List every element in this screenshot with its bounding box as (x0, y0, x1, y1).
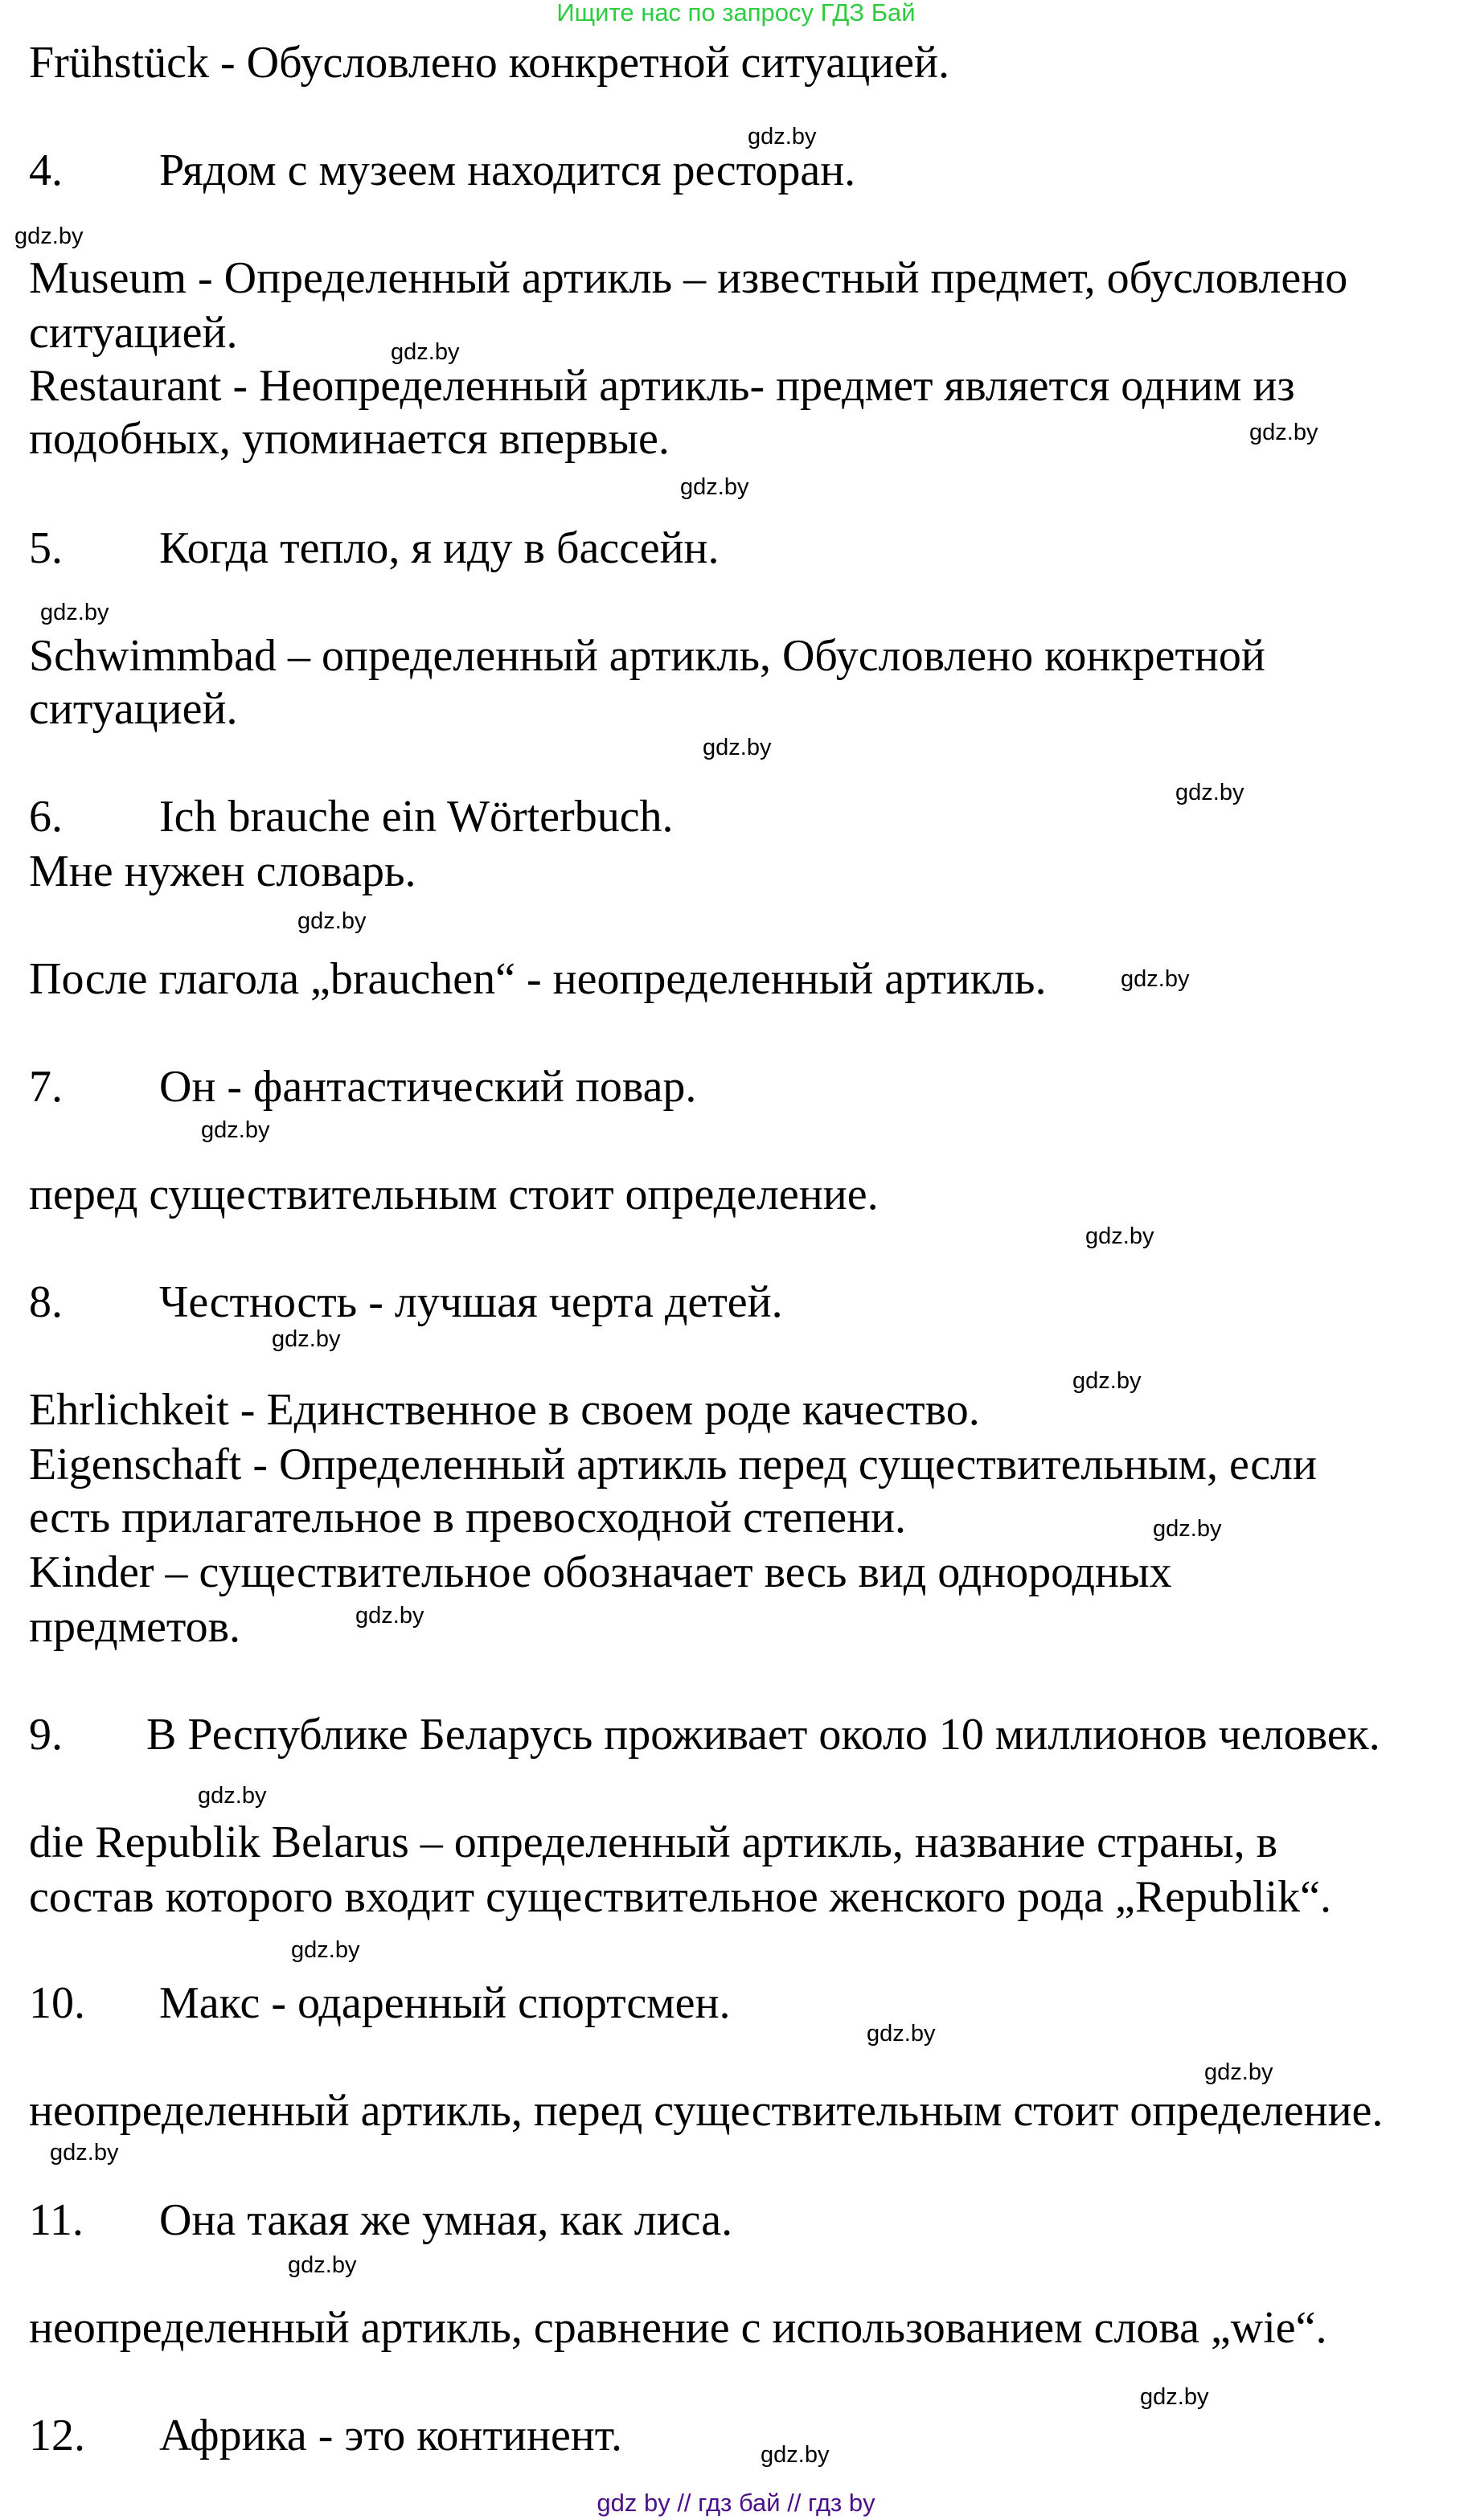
watermark: gdz.by (288, 2252, 357, 2278)
item-sentence: Африка - это континент. (159, 2411, 623, 2461)
text-line: Eigenschaft - Определенный артикль перед существительным, если (29, 1440, 1317, 1489)
item-number: 11. (29, 2195, 84, 2245)
watermark: gdz.by (198, 1783, 267, 1809)
text-line: предметов. (29, 1602, 241, 1652)
watermark: gdz.by (1153, 1516, 1222, 1542)
watermark: gdz.by (703, 735, 772, 760)
watermark: gdz.by (761, 2442, 830, 2468)
text-line: Kinder – существительное обозначает весь вид однородных (29, 1547, 1172, 1597)
text-line: неопределенный артикль, сравнение с использованием слова „wie“. (29, 2303, 1327, 2353)
item-number: 7. (29, 1062, 63, 1112)
text-line: die Republik Belarus – определенный артикль, название страны, в (29, 1817, 1278, 1867)
item-sentence: Честность - лучшая черта детей. (159, 1277, 783, 1327)
watermark: gdz.by (14, 223, 84, 249)
item-sentence: Он - фантастический повар. (159, 1062, 697, 1112)
text-line: Frühstück - Обусловлено конкретной ситуацией. (29, 38, 949, 88)
watermark: gdz.by (201, 1117, 270, 1143)
item-sentence: Макс - одаренный спортсмен. (159, 1978, 731, 2028)
watermark: gdz.by (355, 1603, 424, 1629)
watermark: gdz.by (1140, 2384, 1209, 2410)
text-line: Schwimmbad – определенный артикль, Обусловлено конкретной (29, 631, 1265, 681)
footer-links: gdz by // гдз бай // гдз by (597, 2489, 875, 2517)
text-line: После глагола „brauchen“ - неопределенный артикль. (29, 954, 1047, 1004)
item-sentence: Рядом с музеем находится ресторан. (159, 145, 856, 195)
watermark: gdz.by (297, 908, 367, 934)
watermark: gdz.by (748, 124, 817, 150)
item-number: 10. (29, 1978, 85, 2028)
item-sentence: Когда тепло, я иду в бассейн. (159, 523, 720, 573)
text-line: ситуацией. (29, 684, 238, 734)
text-line: есть прилагательное в превосходной степени. (29, 1493, 907, 1543)
text-line: Мне нужен словарь. (29, 846, 416, 896)
watermark: gdz.by (1175, 780, 1244, 805)
text-line: ситуацией. (29, 308, 238, 358)
watermark: gdz.by (1249, 420, 1318, 445)
item-number: 5. (29, 523, 63, 573)
watermark: gdz.by (1121, 966, 1190, 992)
item-number: 9. (29, 1710, 63, 1760)
watermark: gdz.by (1085, 1223, 1154, 1249)
search-banner: Ищите нас по запросу ГДЗ Бай (556, 0, 916, 27)
text-line: подобных, упоминается впервые. (29, 414, 670, 464)
watermark: gdz.by (680, 474, 749, 500)
text-line: состав которого входит существительное женского рода „Republik“. (29, 1872, 1332, 1922)
item-number: 6. (29, 792, 63, 842)
watermark: gdz.by (867, 2021, 936, 2047)
watermark: gdz.by (1072, 1368, 1142, 1394)
text-line: неопределенный артикль, перед существительным стоит определение. (29, 2086, 1384, 2136)
item-sentence: В Республике Беларусь проживает около 10 миллионов человек. (146, 1710, 1380, 1760)
text-line: Museum - Определенный артикль – известный предмет, обусловлено (29, 253, 1348, 303)
item-number: 8. (29, 1277, 63, 1327)
text-line: перед существительным стоит определение. (29, 1170, 879, 1219)
item-number: 4. (29, 145, 63, 195)
text-line: Ehrlichkeit - Единственное в своем роде качество. (29, 1385, 980, 1435)
watermark: gdz.by (391, 339, 460, 365)
watermark: gdz.by (272, 1326, 341, 1352)
watermark: gdz.by (50, 2140, 119, 2166)
watermark: gdz.by (291, 1937, 360, 1963)
item-sentence: Ich brauche ein Wörterbuch. (159, 792, 674, 842)
text-line: Restaurant - Неопределенный артикль- предмет является одним из (29, 361, 1295, 411)
watermark: gdz.by (1204, 2059, 1273, 2085)
item-number: 12. (29, 2411, 85, 2461)
watermark: gdz.by (40, 600, 109, 625)
item-sentence: Она такая же умная, как лиса. (159, 2195, 733, 2245)
